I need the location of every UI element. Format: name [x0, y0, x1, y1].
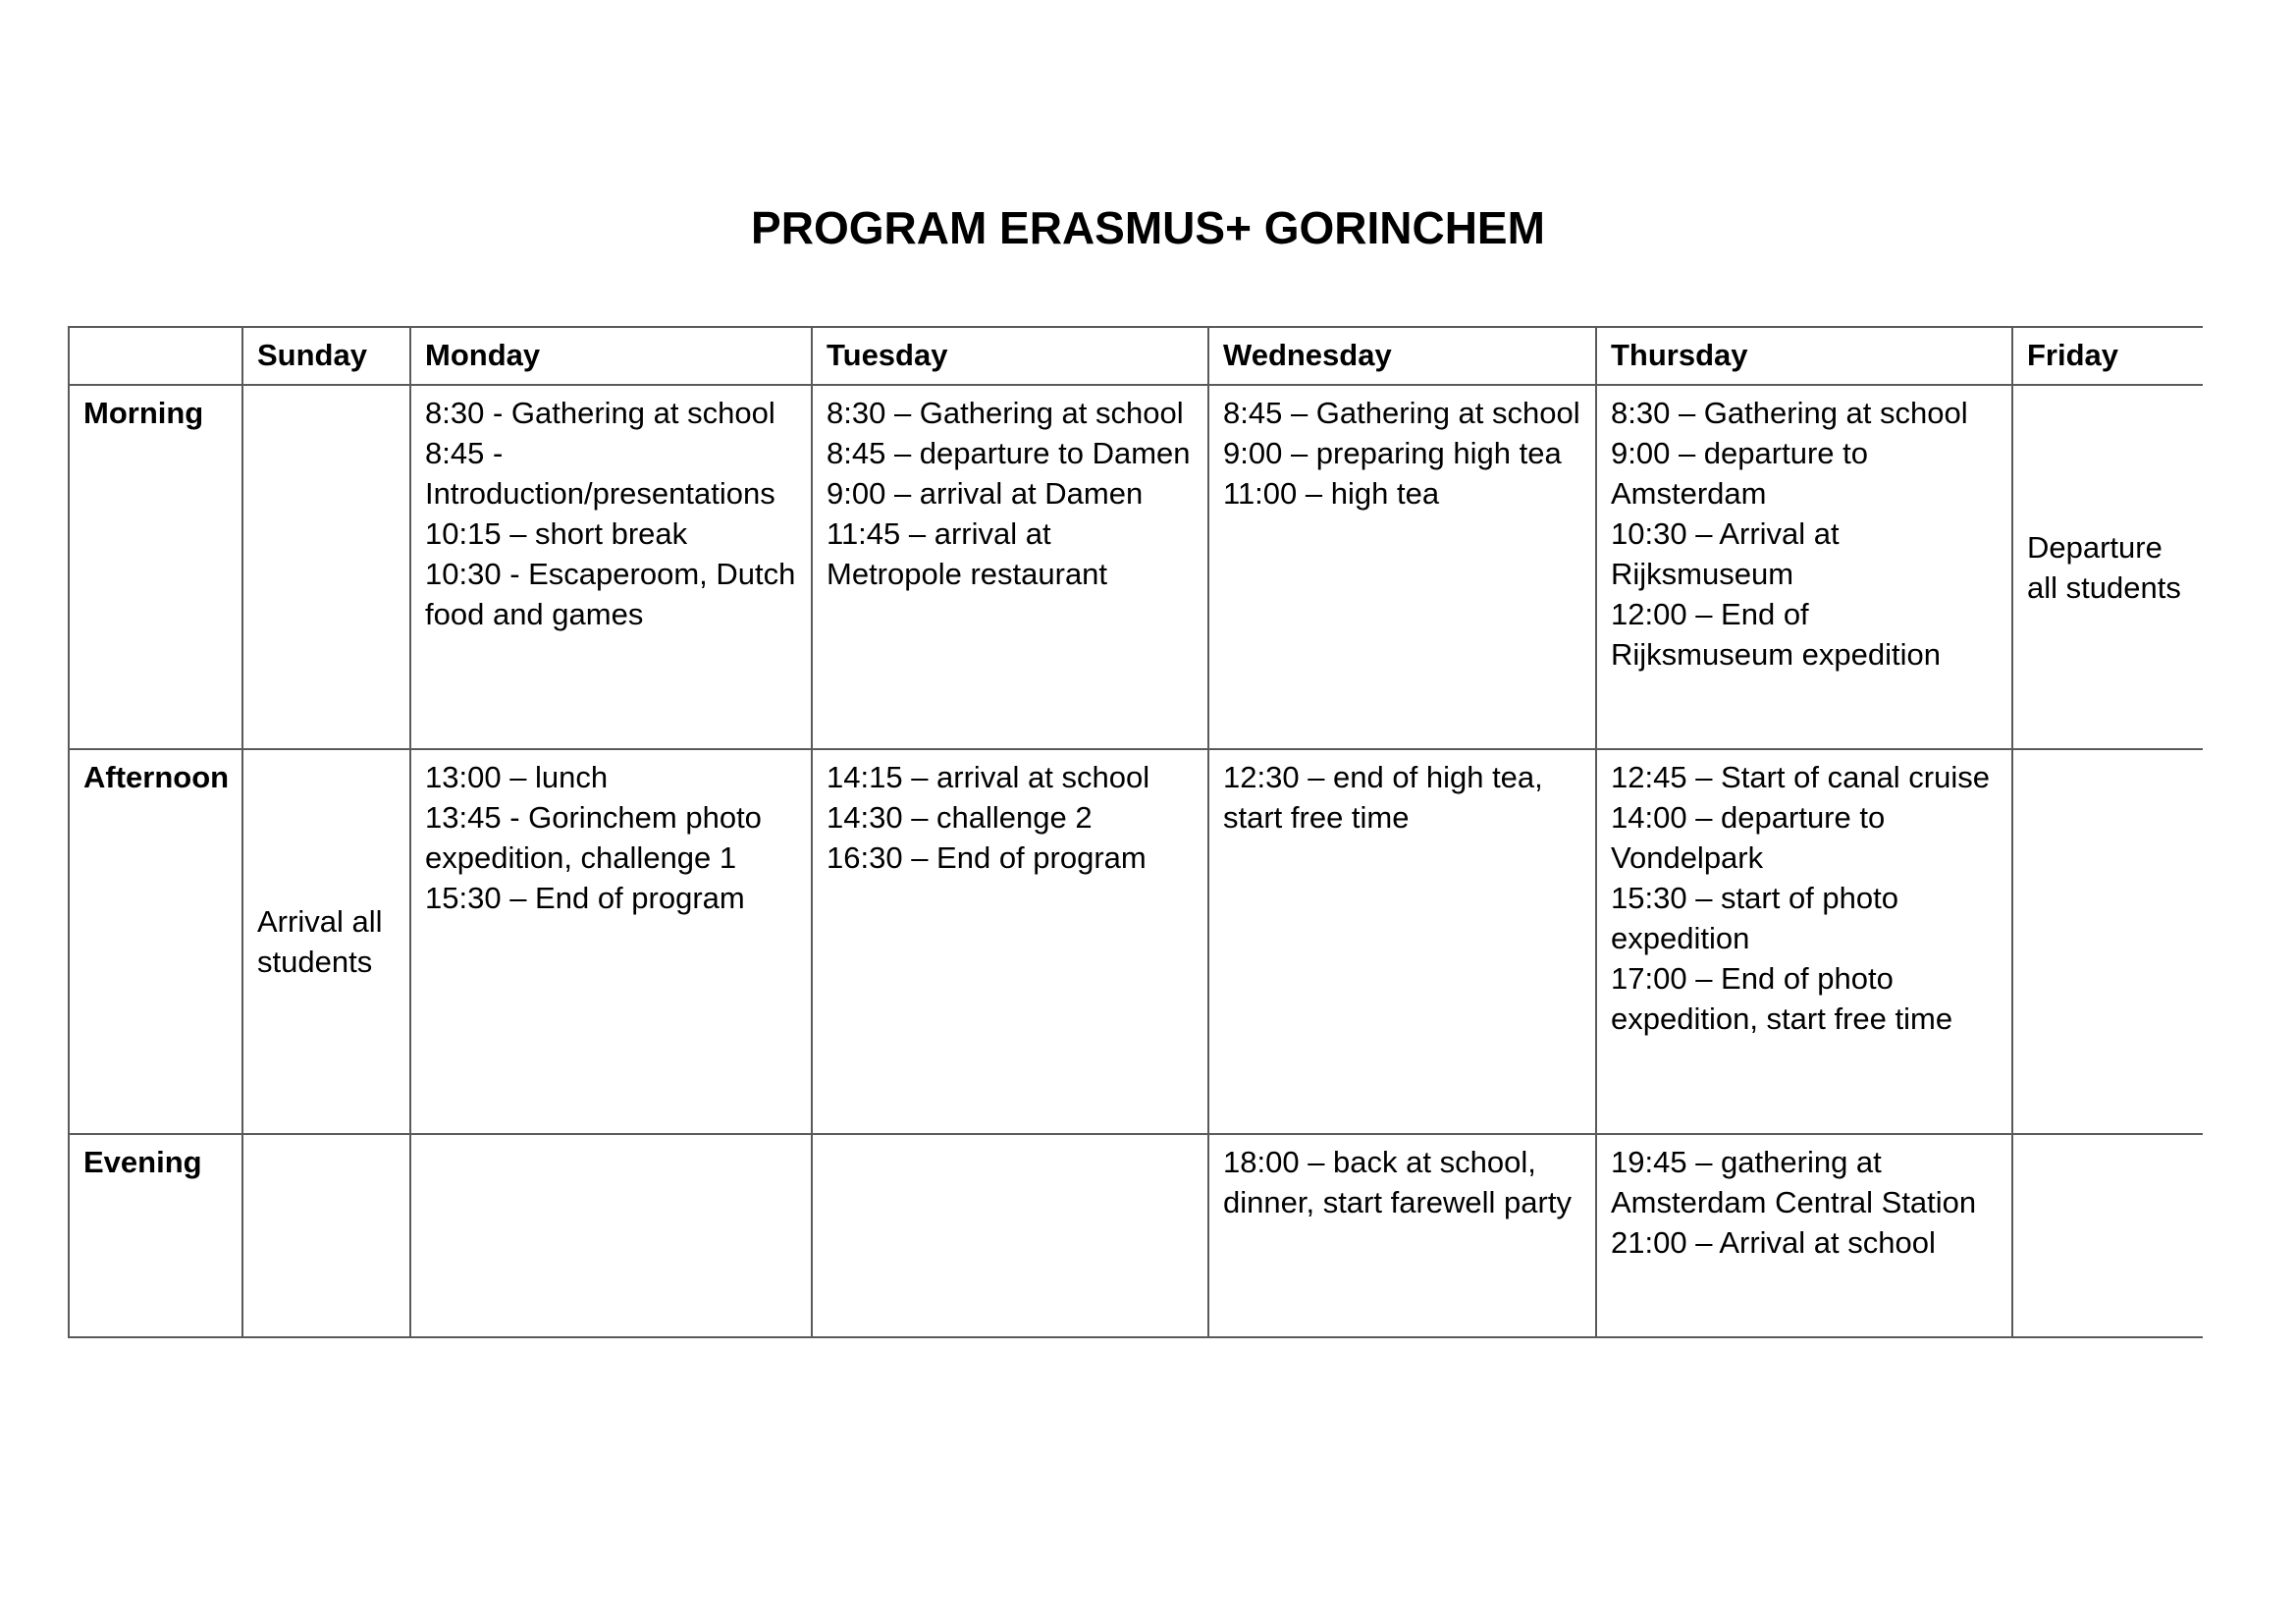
morning-friday-cell: Departure all students: [2012, 385, 2203, 749]
evening-friday-cell: [2012, 1134, 2203, 1337]
evening-wednesday-cell: 18:00 – back at school, dinner, start farewell party: [1208, 1134, 1596, 1337]
morning-tuesday-cell: 8:30 – Gathering at school 8:45 – departure to Damen 9:00 – arrival at Damen 11:45 – arrival at Metropole restaurant: [812, 385, 1208, 749]
day-header-friday: Friday: [2012, 327, 2203, 385]
day-header-thursday: Thursday: [1596, 327, 2012, 385]
afternoon-sunday-cell: Arrival all students: [242, 749, 410, 1134]
morning-monday-cell: 8:30 - Gathering at school 8:45 - Introduction/presentations 10:15 – short break 10:30 - Escaperoom, Dutch food and games: [410, 385, 812, 749]
evening-thursday-cell: 19:45 – gathering at Amsterdam Central Station 21:00 – Arrival at school: [1596, 1134, 2012, 1337]
day-header-wednesday: Wednesday: [1208, 327, 1596, 385]
evening-row: [69, 1134, 2203, 1337]
day-header-sunday: Sunday: [242, 327, 410, 385]
morning-wednesday-cell: 8:45 – Gathering at school 9:00 – preparing high tea 11:00 – high tea: [1208, 385, 1596, 749]
program-schedule-table: [68, 326, 2203, 1338]
evening-monday-cell: [410, 1134, 812, 1337]
row-label-evening: Evening: [69, 1134, 242, 1337]
morning-sunday-cell: [242, 385, 410, 749]
afternoon-thursday-cell: 12:45 – Start of canal cruise 14:00 – departure to Vondelpark 15:30 – start of photo expedition 17:00 – End of photo expedition, start free time: [1596, 749, 2012, 1134]
row-label-afternoon: Afternoon: [69, 749, 242, 1134]
morning-row: [69, 385, 2203, 749]
afternoon-friday-cell: [2012, 749, 2203, 1134]
row-label-morning: Morning: [69, 385, 242, 749]
header-row: [69, 327, 2203, 385]
day-header-monday: Monday: [410, 327, 812, 385]
afternoon-wednesday-cell: 12:30 – end of high tea, start free time: [1208, 749, 1596, 1134]
corner-cell: [69, 327, 242, 385]
afternoon-monday-cell: 13:00 – lunch 13:45 - Gorinchem photo expedition, challenge 1 15:30 – End of program: [410, 749, 812, 1134]
evening-sunday-cell: [242, 1134, 410, 1337]
day-header-tuesday: Tuesday: [812, 327, 1208, 385]
morning-thursday-cell: 8:30 – Gathering at school 9:00 – departure to Amsterdam 10:30 – Arrival at Rijksmuseum 12:00 – End of Rijksmuseum expedition: [1596, 385, 2012, 749]
afternoon-row: [69, 749, 2203, 1134]
afternoon-tuesday-cell: 14:15 – arrival at school 14:30 – challenge 2 16:30 – End of program: [812, 749, 1208, 1134]
evening-tuesday-cell: [812, 1134, 1208, 1337]
page-title: PROGRAM ERASMUS+ GORINCHEM: [751, 202, 1545, 253]
